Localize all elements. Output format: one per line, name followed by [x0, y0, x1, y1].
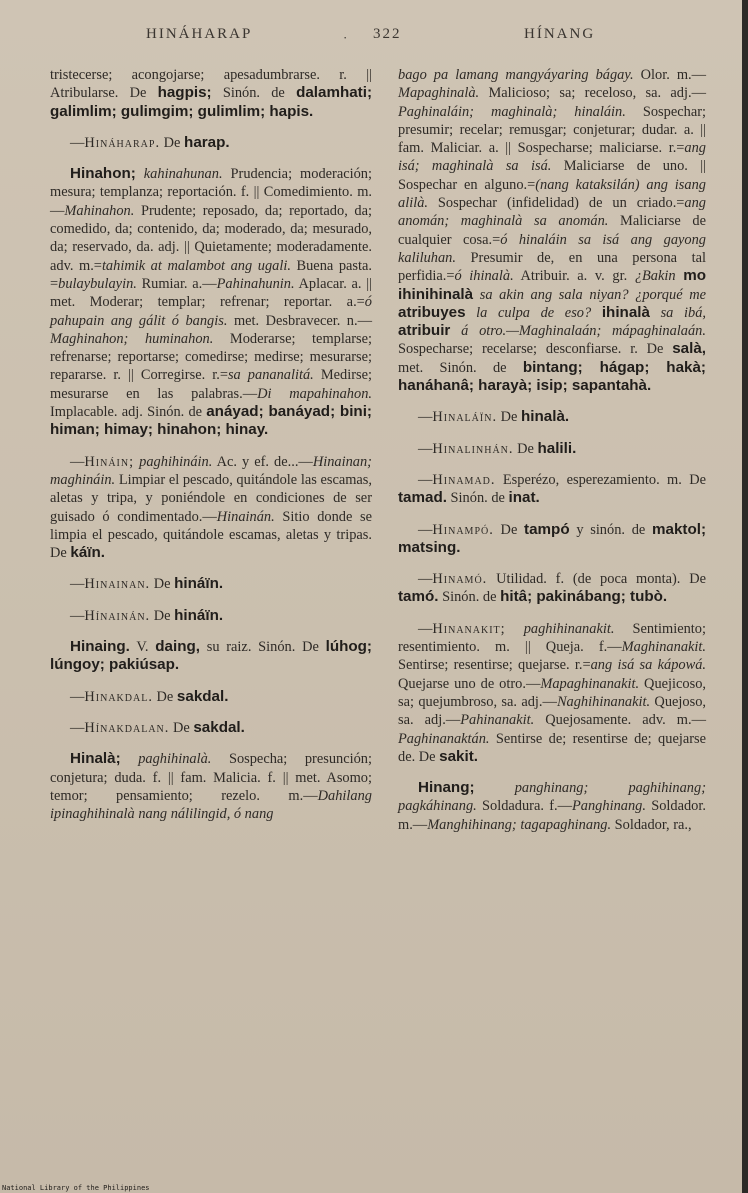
entry-hinalain: —Hinaláïn. De hinalà.	[418, 408, 570, 426]
right-column	[398, 66, 706, 847]
running-header-dot: ·	[343, 30, 350, 45]
entry-hinahon: Hinahon; kahinahunan. Prudencia; moderación; mesura; templanza; reportación. f. || Comedimiento. m.—Mahinahon. Prudente; reposado, da; reportado, da; comedido, da; contenido, da; moderado, da; mesurado, da; reservado, da. adj. || Quietamente; moderadamente. adv. m.=tahimik at malambot ang ugali. Buena pasta. =bulaybulayin. Rumiar. a.—Pahinahunin. Aplacar. a. || met. Moderar; templar; refrenar; reportar. a.=ó pahupain ang gálit ó bangis. met. Desbravecer. n.—Maghinahon; huminahon. Moderarse; templarse; refrenarse; reportarse; comedirse; medirse; mesurarse; repararse. r. || Corregirse. r.=sa pananalitá. Medirse; mesurarse en las palabras.—Di mapahinahon. Implacable. adj. Sinón. de anáyad; banáyad; bini; himan; himay; hinahon; hinay.	[50, 165, 373, 439]
left-column	[50, 66, 372, 836]
entry-hinainan: —Hinainan. De hináïn.	[70, 575, 224, 593]
scan-credit: National Library of the Philippines	[2, 1184, 150, 1192]
entry-hinanakit: —Hinanakit; paghihinanakit. Sentimiento; resentimiento. m. || Queja. f.—Maghinanakit. Sentirse; resentirse; quejarse. r.=ang isá sa kápowá. Quejarse uno de otro.—Mapaghinanakit. Quejicoso, sa; quejumbroso, sa. adj.—Naghihinanakit. Quejoso, sa. adj.—Pahinanakit. Quejosamente. adv. m.—Paghinanaktán. Sentirse de; resentirse de; quejarse de. De sakit.	[398, 620, 706, 765]
entry-hinakdalan: —Hínakdalan. De sakdal.	[70, 718, 245, 736]
entry-hinampo: —Hinampó. De tampó y sinón. de maktol; matsing.	[398, 520, 707, 556]
entry-hinaharap: —Hináharap. De harap.	[70, 133, 230, 151]
entry-hinala: Hinalà; paghihinalà. Sospecha; presunción; conjetura; duda. f. || fam. Malicia. f. || met. Asomo; temor; pensamiento; rezelo. m.—Dahilang ipinaghihinalà nang nálilingid, ó nang	[50, 750, 372, 823]
running-header-left: HINÁHARAP	[146, 26, 253, 42]
page-right-edge	[742, 0, 748, 1193]
entry-continuation: tristecerse; acongojarse; apesadumbrarse. r. || Atribularse. De hagpis; Sinón. de dalamhati; galimlim; gulimgim; gulimlim; hapis.	[50, 67, 373, 120]
entry-hinalinhan: —Hinalinhán. De halili.	[418, 439, 577, 457]
entry-hinainan-accented: —Hínainán. De hináïn.	[70, 606, 224, 624]
entry-hinamo: —Hinamó. Utilidad. f. (de poca monta). De tamó. Sinón. de hitâ; pakinábang; tubò.	[398, 571, 706, 606]
running-header-right: HÍNANG	[524, 26, 596, 42]
entry-hinala-continuation: bago pa lamang mangyáyaring bágay. Olor. m.—Mapaghinalà. Malicioso; sa; receloso, sa. adj.—Paghinaláin; maghinalà; hinaláin. Sospechar; presumir; recelar; remusgar; conjeturar; dudar. a. || fam. Maliciar. a. || Sospecharse; maliciarse. r.=ang isá; maghinalà sa isá. Maliciarse de uno. || Sospechar en alguno.=(nang kataksilán) ang isang alilà. Sospechar (infidelidad) de un criado.=ang anomán; maghinalà sa anomán. Maliciarse de cualquier cosa.=ó hinaláin sa isá ang gayong kaliluhan. Presumir de, en una persona tal perfidia.=ó ihinalà. Atribuir. a. v. gr. ¿Bakin mo ihinihinalà sa akin ang sala niyan? ¿porqué me atribuyes la culpa de eso? ihinalà sa ibá, atribuir á otro.—Maghinalaán; mápaghinalaán. Sospecharse; recelarse; desconfiarse. r. De salà, met. Sinón. de bintang; hágap; hakà; hanáhanâ; harayà; isip; sapantahà.	[398, 67, 707, 395]
entry-hinaing: Hinaing. V. daing, su raiz. Sinón. De lúhog; lúngoy; pakiúsap.	[50, 638, 372, 674]
page-number: 322	[373, 26, 402, 42]
entry-hinakdal: —Hinakdal. De sakdal.	[70, 687, 229, 705]
entry-hinamad: —Hinamad. Esperézo, esperezamiento. m. De tamad. Sinón. de inat.	[398, 471, 706, 507]
entry-hinang: Hinang; panghinang; paghihinang; pagkáhinang. Soldadura. f.—Panghinang. Soldador. m.—Manghihinang; tagapaghinang. Soldador, ra.,	[398, 779, 706, 833]
entry-hinain: —Hináin; paghihináin. Ac. y ef. de...—Hinainan; maghináin. Limpiar el pescado, quitándole las escamas, aletas y tripa, y poniéndole en condiciones de ser guisado ó condimentado.—Hinainán. Sitio donde se limpia el pescado, quitándole escamas, aletas y tripas. De káïn.	[50, 453, 372, 562]
